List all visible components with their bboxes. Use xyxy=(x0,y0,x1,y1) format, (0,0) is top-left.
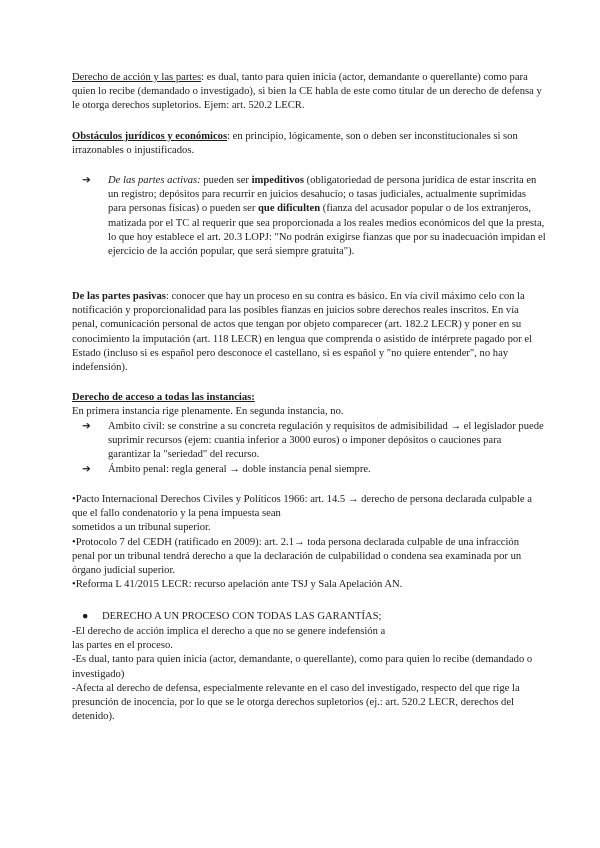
list-item-proceso-garantias xyxy=(82,610,540,624)
list-item-ambito-penal xyxy=(82,463,546,477)
text-ambito-penal: Ámbito penal: regla general → doble instancia penal siempre. xyxy=(108,464,371,475)
heading-proceso-garantias: DERECHO A UN PROCESO CON TODAS LAS GARANTÍAS; xyxy=(102,611,382,622)
heading-derecho-accion: Derecho de acción y las partes xyxy=(72,72,202,83)
bullet-icon: ● xyxy=(82,611,89,622)
text-afecta-defensa: -Afecta al derecho de defensa, especialmente relevante en el caso del investigado, respecto del que rige la presunción de inocencia, por lo que se le otorga derechos supletorios (ej.: art. 520.2 LECR, derechos del detenido). xyxy=(72,682,520,723)
text-segment: (obligatoriedad de persona jurídica de estar inscrita en un registro; depósitos para recurrir en juicios desahucio; o tasas judiciales, actualmente suprimidas para personas físicas) o pueden ser xyxy=(108,175,537,215)
paragraph-acceso-instancias xyxy=(72,391,542,419)
intro-acceso-instancias: En primera instancia rige plenamente. En segunda instancia, no. xyxy=(72,406,344,418)
text-ambito-civil: Ambito civil: se constrine a su concreta regulación y requisitos de admisibilidad → el legislador puede suprimir recursos (ejem: cuantia inferior a 3000 euros) o imponer depósitos o cauciones para garantizar la "seriedad" del recurso. xyxy=(108,421,544,461)
paragraph-pacto-internacional xyxy=(72,493,532,592)
text-es-dual: -Es dual, tanto para quien inicia (actor, demandante, o querellante), como para quien lo recibe (demandado o investigado) xyxy=(72,654,533,680)
arrow-icon: ➔ xyxy=(82,421,91,432)
text-protocolo-7: •Protocolo 7 del CEDH (ratificado en 2009): art. 2.1→ toda persona declarada culpable de una infracción penal por un tribunal tendrá derecho a que la declaración de culpabilidad o condena sea examinada por un órgano judicial superior. xyxy=(72,536,522,577)
paragraph-obstaculos xyxy=(72,130,542,158)
body-partes-pasivas: : conocer que hay un proceso en su contra es básico. En vía civil máximo celo con la notificación y proporcionalidad para las posibles fianzas en juicios sobre derechos reales inscritos. En vía penal, comunicación personal de actos que tengan por objeto comparecer (art. 182.2 LECR) y poner en su conocimiento la imputación (art. 118 LECR) en lengua que comprenda o asistido de intérprete pagado por el Estado (incluso si es español pero desconoce el castellano, si es español y "no quiere entender", no hay indefensión). xyxy=(72,291,532,374)
arrow-icon: ➔ xyxy=(82,464,91,475)
arrow-icon: ➔ xyxy=(82,175,91,186)
list-item-partes-activas xyxy=(82,174,546,259)
text-pacto-internacional: •Pacto Internacional Derechos Civiles y Políticos 1966: art. 14.5 → derecho de persona declarada culpable a que el fallo condenatorio y la pena impuesta sean xyxy=(72,494,532,520)
body-derecho-accion: : es dual, tanto para quien inicia (actor, demandante o querellante) como para quien lo recibe (demandado o investigado), si bien la CE habla de este como titular de un derecho de defensa y le otorga derechos supletorios. Ejem: art. 520.2 LECR. xyxy=(72,72,542,112)
heading-partes-pasivas: De las partes pasivas xyxy=(72,291,166,302)
strong-impeditivos: impeditivos xyxy=(251,175,304,186)
text-segment: (fianza del acusador popular o de los extranjeros, matizada por el TC al requerir que sea proporcionada a los reales medios económicos del que la presta, lo que hoy establece el art. 20.3 LOPJ: "No podrán exigirse fianzas que por su inadecuación impidan el ejercicio de la acción popular, que será siempre gratuita"). xyxy=(108,203,546,258)
strong-que-dificulten: que dificulten xyxy=(258,203,321,215)
body-obstaculos: : en principio, lógicamente, son o deben ser inconstitucionales si son irrazonables o injustificados. xyxy=(72,131,518,157)
paragraph-partes-pasivas xyxy=(72,290,542,375)
text-reforma-lecr: •Reforma L 41/2015 LECR: recurso apelación ante TSJ y Sala Apelación AN. xyxy=(72,579,403,591)
text-derecho-accion-indefension: -El derecho de acción implica el derecho a que no se genere indefensión a xyxy=(72,626,386,637)
heading-acceso-instancias: Derecho de acceso a todas las instancias: xyxy=(72,392,255,403)
text-tribunal-superior: sometidos a un tribunal superior. xyxy=(72,522,211,534)
paragraph-proceso-garantias xyxy=(72,625,534,724)
text-partes-proceso: las partes en el proceso. xyxy=(72,640,173,652)
text-segment: pueden ser xyxy=(200,175,252,186)
label-partes-activas: De las partes activas: xyxy=(108,175,201,186)
heading-obstaculos: Obstáculos jurídicos y económicos xyxy=(72,131,228,142)
list-item-ambito-civil xyxy=(82,420,546,463)
paragraph-derecho-accion xyxy=(72,71,542,114)
